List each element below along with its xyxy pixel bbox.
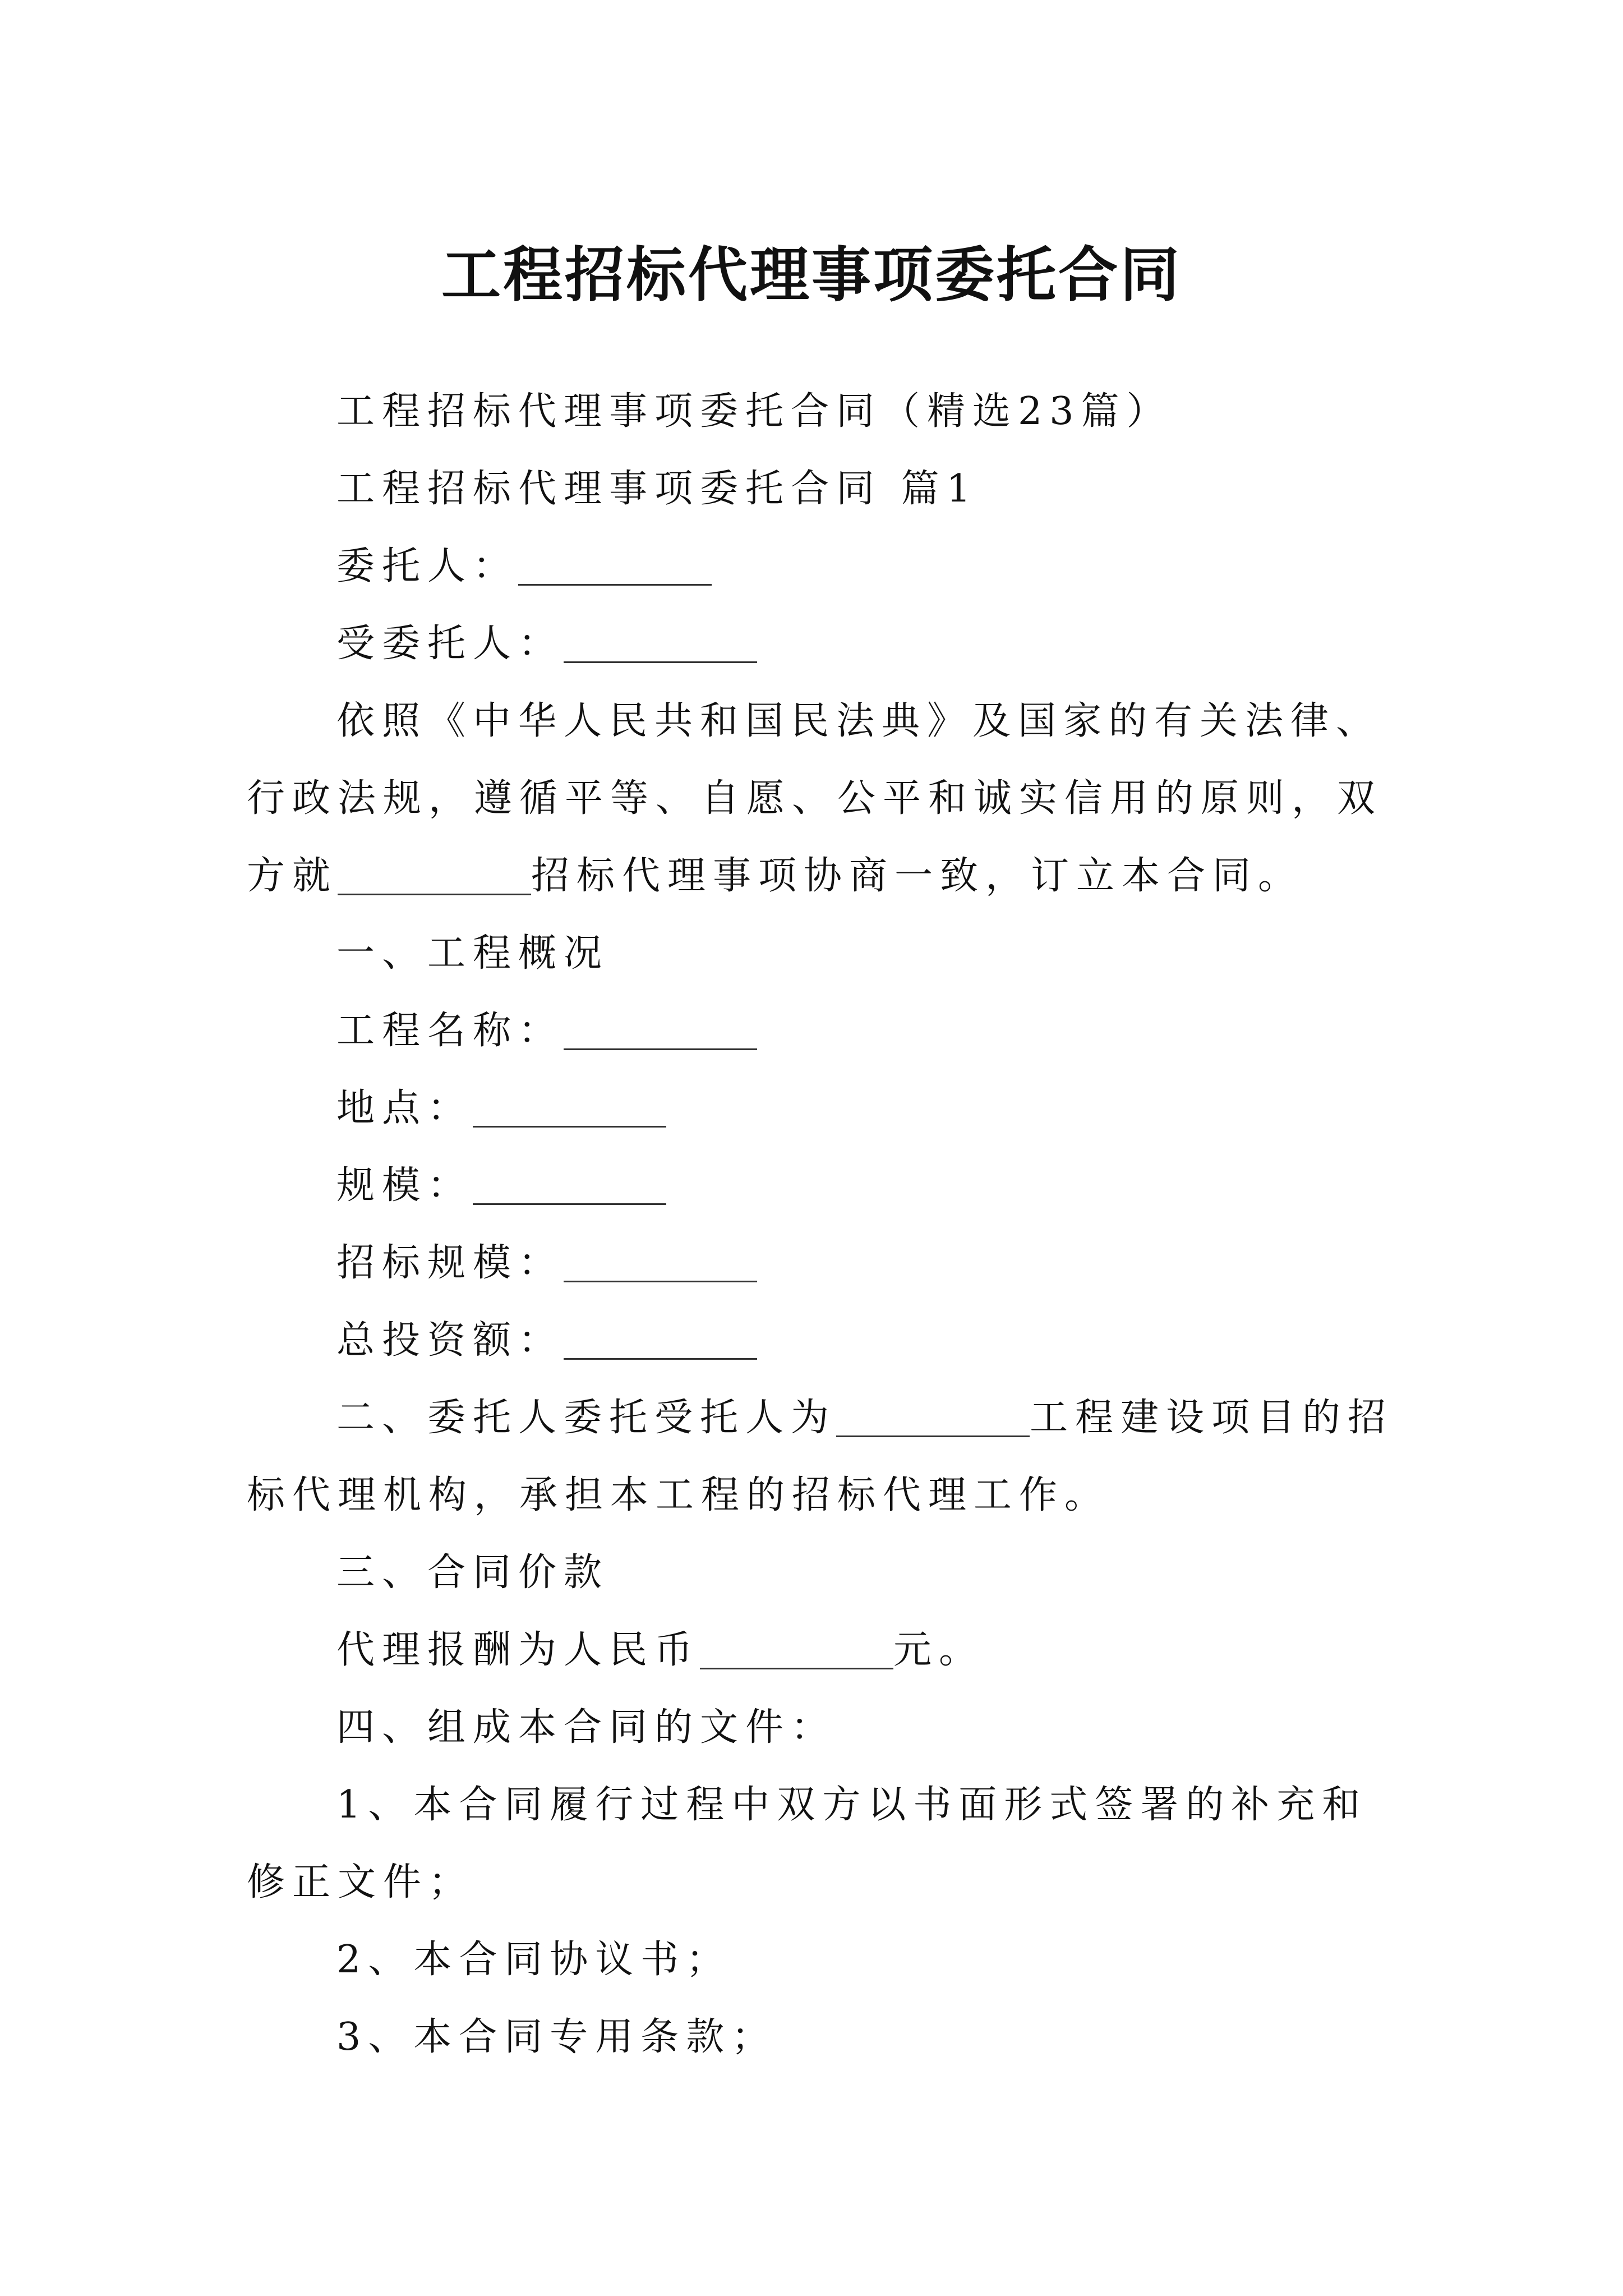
fee-line	[247, 1612, 1394, 1689]
client-line	[247, 528, 1394, 605]
fee-text-a: 代理报酬为人民币	[336, 1628, 700, 1672]
document-title: 工程招标代理事项委托合同	[441, 241, 1182, 310]
document-body	[247, 373, 1394, 2076]
agent-label: 受委托人：	[336, 622, 564, 666]
list-item-2: 2、本合同协议书；	[336, 1938, 732, 1982]
list-item-3: 3、本合同专用条款；	[336, 2015, 777, 2059]
investment-line	[247, 1302, 1394, 1379]
section-2-paragraph	[247, 1379, 1394, 1534]
section-4-heading: 四、组成本合同的文件：	[336, 1705, 837, 1750]
client-label: 委托人：	[336, 544, 519, 588]
project-name-line	[247, 992, 1394, 1070]
location-line	[247, 1070, 1394, 1147]
scale-label: 规模：	[336, 1163, 473, 1208]
project-name-label: 工程名称：	[336, 1009, 564, 1053]
intro-text-a: 依照《中华人民共和国民法典》及国家的有关法律、行政法规，遵循平等、自愿、公平和诚实信用的原则，双方就	[247, 699, 1383, 898]
investment-blank	[564, 1326, 757, 1360]
client-blank	[518, 551, 712, 586]
bid-scale-label: 招标规模：	[336, 1241, 564, 1285]
section-2-text-b: 工程建设项目的招标代理机构，承担本工程的招标代理工作。	[247, 1396, 1394, 1517]
part-heading: 工程招标代理事项委托合同 篇1	[336, 467, 978, 511]
agent-line	[247, 605, 1394, 683]
section-3-heading: 三、合同价款	[336, 1550, 610, 1595]
intro-paragraph	[247, 683, 1394, 915]
intro-text-b: 招标代理事项协商一致，订立本合同。	[531, 854, 1304, 898]
fee-text-b: 元。	[893, 1628, 985, 1672]
section-1-heading: 一、工程概况	[336, 931, 610, 976]
bid-scale-line	[247, 1225, 1394, 1302]
bid-scale-blank	[564, 1248, 757, 1282]
scale-line	[247, 1147, 1394, 1225]
location-blank	[473, 1093, 666, 1128]
section-2-blank	[836, 1403, 1030, 1437]
project-blank	[338, 861, 531, 895]
location-label: 地点：	[336, 1086, 473, 1130]
fee-blank	[700, 1635, 893, 1669]
section-2-text-a: 二、委托人委托受托人为	[336, 1396, 837, 1440]
list-item-1: 1、本合同履行过程中双方以书面形式签署的补充和修正文件；	[247, 1783, 1368, 1904]
project-name-blank	[564, 1016, 757, 1050]
subtitle-paragraph: 工程招标代理事项委托合同（精选23篇）	[336, 389, 1172, 434]
agent-blank	[564, 629, 757, 663]
scale-blank	[473, 1171, 666, 1205]
investment-label: 总投资额：	[336, 1318, 564, 1363]
